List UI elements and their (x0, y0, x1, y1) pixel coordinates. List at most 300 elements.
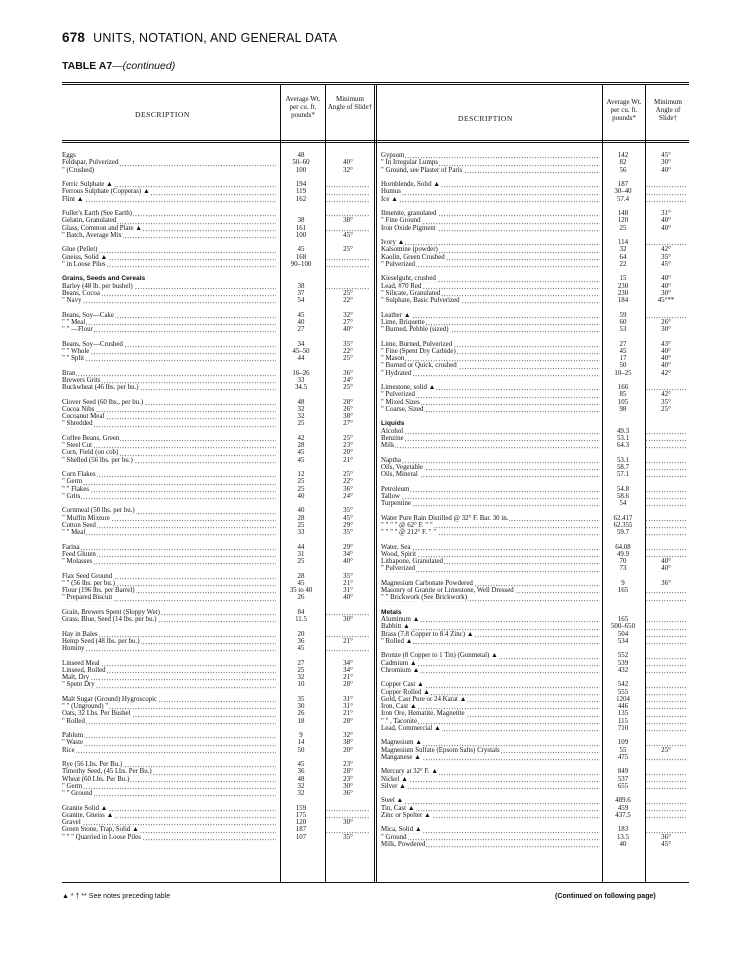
table-row (381, 645, 686, 652)
row-weight: 54 (297, 297, 305, 304)
row-angle: 30° (661, 289, 671, 297)
table-row (381, 565, 686, 572)
right-angle-header: Minimum Angle of Slide† (653, 98, 682, 122)
table-row (62, 529, 370, 536)
row-angle: 30° (343, 616, 353, 623)
row-description-text: Coffee Beans, Green (62, 434, 120, 442)
row-angle: 45° (661, 260, 671, 268)
row-description-text: Liquids (381, 420, 405, 428)
row-description (62, 594, 276, 601)
row-description-text: " Batch, Average Mix (62, 231, 122, 239)
table-row (381, 580, 686, 587)
row-description-text: Ivory ▲ (381, 239, 405, 246)
row-description (62, 768, 276, 775)
row-description-text: " Molasses (62, 558, 93, 565)
row-description (62, 689, 276, 696)
row-description (381, 297, 600, 304)
row-description-text: Flour (196 lbs. per Barrel) (62, 587, 135, 594)
row-description-text: Iron Ore, Hematite, Magnetite (381, 710, 465, 718)
row-description-text: Gravel (62, 819, 81, 826)
row-angle (326, 428, 370, 435)
row-angle (646, 377, 686, 384)
row-weight: 31 (297, 550, 305, 558)
row-weight: 38 (297, 217, 305, 225)
row-weight: 32 (297, 674, 305, 681)
row-description-text: " Pulverized (381, 391, 416, 399)
table-row (381, 203, 686, 210)
row-description (62, 420, 276, 427)
row-weight: 187 (617, 181, 629, 188)
row-weight: 475 (617, 753, 629, 761)
row-weight: 105 (617, 398, 629, 406)
row-description (62, 515, 276, 522)
row-description-text: Granite Solid ▲ (62, 804, 108, 812)
row-weight: 28 (297, 572, 305, 580)
row-description-text (381, 790, 382, 797)
row-angle (646, 768, 686, 775)
row-weight: 62.355 (613, 521, 633, 529)
row-description-text: Flax Seed Ground (62, 572, 113, 580)
row-description (381, 159, 600, 166)
row-angle (646, 667, 686, 674)
row-weight: 16–26 (292, 369, 310, 377)
row-description (62, 210, 276, 217)
row-description (62, 326, 276, 333)
row-weight: 64.3 (616, 442, 630, 449)
row-angle (326, 797, 370, 804)
row-description (381, 558, 600, 565)
row-angle: 21° (343, 456, 353, 464)
row-angle (646, 551, 686, 558)
left-angle-header: Minimum Angle of Slide† (327, 95, 373, 111)
row-weight: 45 (297, 311, 305, 319)
row-description (62, 834, 276, 841)
row-description-text: Beans, Soy—Cake (62, 311, 115, 319)
row-weight: 446 (617, 703, 629, 710)
row-description-text: Metals (381, 608, 402, 616)
row-description-text: Copper Rolled ▲ (381, 688, 430, 696)
row-weight: 32 (297, 782, 305, 790)
row-description (62, 464, 276, 471)
page-number: 678 (62, 30, 86, 45)
row-weight (600, 609, 646, 616)
row-description (62, 565, 276, 572)
row-angle: 40° (661, 217, 671, 225)
row-angle (646, 384, 686, 391)
row-weight: 10 (297, 681, 305, 689)
row-weight: 32 (297, 413, 305, 420)
row-angle (646, 304, 686, 311)
row-weight: 100 (295, 231, 307, 239)
row-description (62, 558, 276, 565)
row-description (381, 703, 600, 710)
row-weight (600, 819, 646, 826)
row-description-text: " Grits (62, 492, 81, 500)
table-row (381, 681, 686, 688)
row-angle: 30° (343, 782, 353, 790)
row-angle (326, 609, 370, 616)
row-description-text: Kieselguhr, crushed (381, 275, 436, 283)
row-description-text: Rye (56 Lbs. Per Bu.) (62, 761, 123, 768)
table-row (381, 355, 686, 362)
row-description-text: Feed Gluten (62, 550, 96, 558)
left-table-body (62, 152, 370, 841)
row-description-text: Grains, Seeds and Cereals (62, 275, 146, 283)
table-row (381, 507, 686, 514)
row-angle (646, 493, 686, 500)
row-description-text: Malt, Dry (62, 674, 90, 681)
row-description (62, 333, 276, 340)
row-angle: 45°** (657, 297, 675, 304)
row-weight: 37 (297, 289, 305, 297)
table-row (62, 631, 370, 638)
row-angle (646, 478, 686, 485)
row-angle (326, 464, 370, 471)
row-description (62, 812, 276, 819)
row-weight (276, 623, 326, 630)
row-description-text (62, 536, 63, 543)
table-row (381, 602, 686, 609)
row-description (62, 573, 276, 580)
row-description-text: Magnesium Sulfate (Epsom Salts) Crystals (381, 746, 500, 754)
row-weight: 9 (299, 732, 303, 739)
row-description (381, 188, 600, 195)
row-description-text: Water, Sea (381, 543, 411, 551)
row-description-text (62, 304, 63, 311)
table-row (381, 544, 686, 551)
row-weight: 534 (617, 637, 629, 645)
row-weight: 42 (297, 434, 305, 442)
row-angle (326, 689, 370, 696)
row-weight: 32 (619, 246, 627, 254)
row-description-text (62, 565, 63, 572)
row-angle (646, 522, 686, 529)
row-description (62, 587, 276, 594)
row-weight: 84 (297, 608, 305, 616)
row-description-text: Lithapone, Granulated (381, 558, 443, 565)
row-description-text: Corn Flakes (62, 471, 96, 478)
row-weight: 54 (619, 500, 627, 507)
row-angle: 28° (343, 717, 353, 725)
row-description (381, 312, 600, 319)
row-description (62, 790, 276, 797)
row-description-text: " " (Unground) " (62, 703, 109, 710)
row-description-text (381, 507, 382, 514)
row-description (62, 739, 276, 746)
row-weight (276, 754, 326, 761)
row-description (381, 623, 600, 630)
table-row (381, 304, 686, 311)
table-row (62, 152, 370, 159)
row-weight: 11.5 (295, 616, 307, 623)
row-description-text: Rice (62, 746, 75, 754)
row-angle: 25° (343, 355, 353, 362)
row-weight: 183 (617, 826, 629, 834)
row-description (381, 384, 600, 391)
row-angle (326, 210, 370, 217)
row-weight (600, 232, 646, 239)
center-divider (374, 84, 375, 882)
row-angle (646, 464, 686, 471)
row-angle: 40° (343, 159, 353, 167)
table-row (62, 551, 370, 558)
row-description-text: Kalsomine (powder) (381, 246, 438, 254)
row-description (62, 718, 276, 725)
table-row (381, 181, 686, 188)
row-description-text: Brewers Grits (62, 376, 101, 384)
row-angle: 28° (343, 681, 353, 689)
table-row (62, 580, 370, 587)
row-description-text: Petroleum (381, 485, 410, 493)
row-weight: 54.8 (616, 485, 630, 493)
table-row (62, 805, 370, 812)
row-weight: 98 (619, 405, 627, 413)
row-description-text: Gypsum (381, 152, 405, 159)
row-angle: 24° (343, 492, 353, 500)
table-row (62, 457, 370, 464)
row-angle: 31° (343, 703, 353, 710)
row-description-text (381, 449, 382, 456)
row-description (381, 333, 600, 340)
row-angle: 31° (661, 210, 671, 217)
row-weight: 28 (297, 514, 305, 522)
row-weight (600, 594, 646, 601)
row-description-text (381, 573, 382, 580)
table-row (381, 536, 686, 543)
row-angle (646, 232, 686, 239)
row-description (62, 174, 276, 181)
row-description (381, 152, 600, 159)
table-row (381, 341, 686, 348)
row-angle: 45° (343, 231, 353, 239)
table-row (381, 152, 686, 159)
row-description (62, 254, 276, 261)
row-weight (600, 761, 646, 768)
row-angle (646, 812, 686, 819)
row-angle: 25° (661, 746, 671, 754)
table-row (381, 391, 686, 398)
row-description-text: Lime, Briquette (381, 318, 425, 326)
row-description-text (381, 413, 382, 420)
row-description (62, 428, 276, 435)
row-angle: 36° (343, 369, 353, 377)
row-angle (646, 638, 686, 645)
row-angle (326, 261, 370, 268)
row-weight (600, 536, 646, 543)
row-description-text: Zinc or Spelter ▲ (381, 811, 431, 819)
row-weight: 542 (617, 681, 629, 689)
row-description-text: Linseed Meal (62, 659, 100, 667)
row-angle: 34° (343, 659, 353, 667)
row-description-text: Alcohol (381, 427, 404, 435)
row-weight: 50 (297, 746, 305, 754)
table-row (381, 333, 686, 340)
row-description-text (62, 652, 63, 659)
table-row (381, 761, 686, 768)
row-angle (646, 239, 686, 246)
table-row (62, 312, 370, 319)
table-row (62, 616, 370, 623)
table-row (381, 529, 686, 536)
table-row (62, 275, 370, 282)
table-row (62, 348, 370, 355)
table-row (62, 391, 370, 398)
row-description-text: " " , Taconite (381, 717, 418, 725)
row-angle (326, 631, 370, 638)
row-angle: 27° (343, 420, 353, 428)
row-description (381, 217, 600, 224)
row-weight: 13.5 (616, 833, 630, 841)
row-description-text (381, 602, 382, 609)
row-weight: 45 (297, 761, 305, 768)
row-weight: 165 (617, 587, 629, 594)
row-weight: 70 (619, 558, 627, 565)
row-angle (646, 457, 686, 464)
row-description-text (381, 645, 382, 652)
row-description (62, 319, 276, 326)
table-row (381, 478, 686, 485)
row-weight (600, 377, 646, 384)
row-weight: 230 (617, 289, 629, 297)
row-description-text: Granite, Gneiss ▲ (62, 811, 114, 819)
table-row (381, 312, 686, 319)
table-row (62, 464, 370, 471)
table-row (381, 783, 686, 790)
table-row (62, 297, 370, 304)
row-weight: 552 (617, 652, 629, 660)
row-description-text (381, 732, 382, 739)
table-row (62, 573, 370, 580)
row-description-text: " In Irregular Lumps (381, 159, 438, 167)
row-description (62, 370, 276, 377)
row-description-text (62, 391, 63, 398)
table-row (62, 304, 370, 311)
row-weight: 437.5 (615, 811, 631, 819)
table-row (62, 674, 370, 681)
row-angle (646, 268, 686, 275)
row-description (62, 457, 276, 464)
row-description (381, 362, 600, 369)
row-description (381, 391, 600, 398)
row-angle: 20° (343, 746, 353, 754)
row-weight: 45 (297, 645, 305, 652)
table-row (381, 500, 686, 507)
table-row (381, 609, 686, 616)
table-row (62, 377, 370, 384)
row-description-text: Hemp Seed (48 lbs. per bu.) (62, 637, 140, 645)
table-row (381, 834, 686, 841)
row-description (381, 819, 600, 826)
row-angle (326, 602, 370, 609)
row-description (381, 290, 600, 297)
row-weight: 432 (617, 666, 629, 674)
row-angle (646, 739, 686, 746)
table-row (62, 406, 370, 413)
table-row (62, 210, 370, 217)
table-row (381, 776, 686, 783)
row-weight: 500–650 (610, 623, 636, 631)
row-angle: 32° (343, 311, 353, 319)
row-weight: 555 (617, 688, 629, 696)
row-weight (600, 268, 646, 275)
row-angle: 27° (343, 318, 353, 326)
row-description-text: Cocoanut Meal (62, 413, 105, 420)
row-description-text (62, 268, 63, 275)
row-weight: 184 (617, 297, 629, 304)
row-angle (326, 152, 370, 159)
row-weight: 30–40 (614, 188, 632, 196)
row-description-text: Iron Oxide Pigment (381, 224, 436, 232)
row-weight (600, 573, 646, 580)
row-angle (326, 254, 370, 261)
row-description (381, 826, 600, 833)
row-description-text: Timothy Seed, (45 Lbs. Per Bu.) (62, 768, 152, 776)
table-row (381, 370, 686, 377)
right-weight-header: Average Wt. per cu. ft. pounds* (606, 98, 642, 122)
row-description-text: " Germ (62, 782, 83, 790)
row-description-text: Malt Sugar (Ground) Hygroscopic (62, 695, 158, 703)
row-description-text (381, 304, 382, 311)
row-angle: 26° (343, 405, 353, 413)
row-description-text: Tin, Cast ▲ (381, 804, 415, 812)
row-description (381, 790, 600, 797)
row-description-text: " Prepared Biscuit (62, 594, 113, 602)
row-description (62, 391, 276, 398)
row-angle (326, 812, 370, 819)
row-angle (646, 333, 686, 340)
row-angle: 40° (661, 166, 671, 174)
row-weight (600, 674, 646, 681)
row-angle (646, 761, 686, 768)
table-row (62, 681, 370, 688)
row-description-text: " Shelled (56 lbs. per bu.) (62, 456, 133, 464)
row-description-text: " Navy (62, 297, 82, 304)
row-description (62, 805, 276, 812)
row-description (381, 660, 600, 667)
table-caption (62, 60, 175, 72)
row-description-text: Ice ▲ (381, 195, 398, 203)
row-angle (646, 631, 686, 638)
row-angle (326, 275, 370, 282)
row-weight (600, 333, 646, 340)
row-description (62, 239, 276, 246)
table-row (62, 703, 370, 710)
table-row (62, 174, 370, 181)
table-top-rule (62, 82, 689, 83)
table-row (381, 703, 686, 710)
row-description-text: Lead, #70 Red (381, 282, 422, 290)
row-angle: 35° (343, 833, 353, 841)
row-weight: 90–100 (290, 260, 312, 268)
row-angle (646, 660, 686, 667)
row-weight: 57.4 (616, 195, 630, 203)
table-row (62, 319, 370, 326)
row-weight (276, 565, 326, 572)
row-weight: 45–50 (292, 347, 310, 355)
row-weight: 59 (619, 311, 627, 319)
table-row (381, 819, 686, 826)
row-weight: 64.08 (615, 543, 631, 551)
table-row (62, 442, 370, 449)
row-description-text: " Shredded (62, 420, 93, 428)
table-row (381, 631, 686, 638)
row-weight: 165 (617, 616, 629, 623)
row-weight: 48 (297, 152, 305, 159)
row-description-text (381, 674, 382, 681)
row-angle (646, 486, 686, 493)
table-row (62, 203, 370, 210)
row-weight: 119 (295, 188, 307, 196)
